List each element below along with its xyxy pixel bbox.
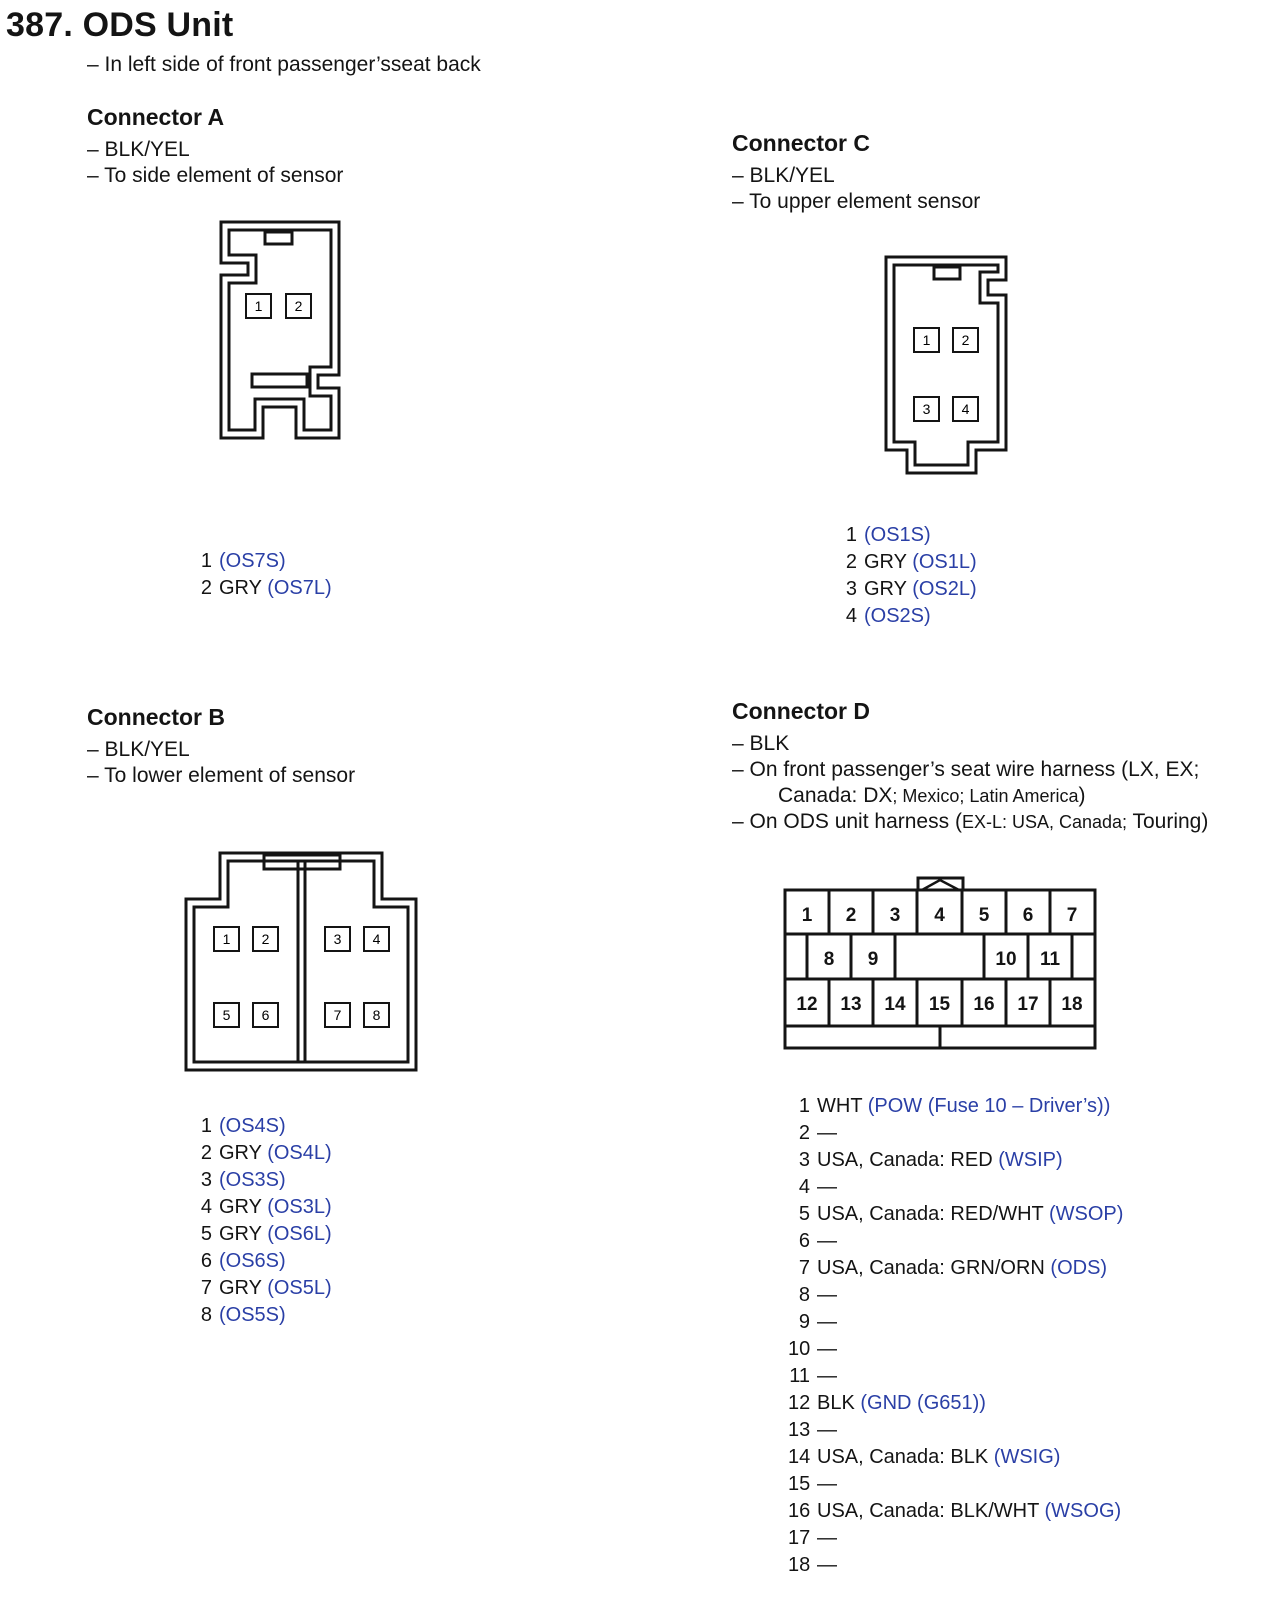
cavity-label: 3	[889, 905, 901, 926]
connector-d-header: Connector D	[732, 698, 870, 724]
circuit-ref: (WSIP)	[998, 1149, 1063, 1171]
wire-color: —	[817, 1554, 837, 1576]
cavity-label: 14	[884, 994, 906, 1015]
cavity-label: 16	[973, 994, 995, 1015]
cavity-label: 15	[928, 994, 951, 1015]
connector-d-location-2-lead: – On ODS unit harness (	[732, 810, 962, 833]
circuit-ref: (OS2L)	[912, 578, 977, 600]
cavity-label: 6	[1022, 905, 1034, 926]
pin-row	[788, 1363, 1123, 1390]
connector-d-location-1: – On front passenger’s seat wire harness (LX, EX;	[732, 758, 1200, 781]
connector-d-location-1-cont	[778, 783, 1085, 809]
connector-b-pin-list	[198, 1113, 332, 1329]
pin-number: 1	[200, 550, 212, 572]
pin-number: 15	[788, 1473, 811, 1495]
pin-number: 2	[798, 1122, 810, 1144]
wire-color: —	[817, 1527, 837, 1549]
pin-row	[843, 603, 977, 630]
pin-row	[788, 1444, 1123, 1471]
cavity-label: 6	[261, 1007, 270, 1023]
cavity-label: 13	[840, 994, 862, 1015]
wire-color: —	[817, 1473, 837, 1495]
pin-number: 6	[798, 1230, 810, 1252]
wire-color: GRY	[219, 1142, 262, 1164]
cavity-label: 3	[333, 931, 342, 947]
connector-b-color: – BLK/YEL	[87, 738, 190, 761]
pin-number: 2	[845, 551, 857, 573]
cavity-label: 12	[796, 994, 818, 1015]
wire-color: USA, Canada: BLK/WHT	[817, 1500, 1039, 1522]
pin-number: 17	[788, 1527, 811, 1549]
wire-color: GRY	[864, 551, 907, 573]
cavity-label: 1	[922, 332, 931, 348]
pin-number: 1	[845, 524, 857, 546]
pin-row	[198, 548, 332, 575]
wire-color: GRY	[219, 577, 262, 599]
pin-number: 6	[200, 1250, 212, 1272]
pin-number: 1	[200, 1115, 212, 1137]
pin-number: 8	[200, 1304, 212, 1326]
connector-b-destination: – To lower element of sensor	[87, 764, 356, 787]
cavity-label: 9	[867, 949, 879, 970]
connector-c-face	[880, 250, 1020, 480]
pin-number: 2	[200, 577, 212, 599]
pin-row	[788, 1498, 1123, 1525]
circuit-ref: (OS5L)	[267, 1277, 332, 1299]
pin-row	[788, 1309, 1123, 1336]
pin-row	[198, 1194, 332, 1221]
wire-color: GRY	[219, 1196, 262, 1218]
wire-color: USA, Canada: BLK	[817, 1446, 989, 1468]
circuit-ref: (WSOG)	[1044, 1500, 1122, 1522]
cavity-label: 11	[1039, 949, 1061, 970]
circuit-ref: (OS6S)	[219, 1250, 286, 1272]
cavity-label: 2	[261, 931, 270, 947]
pin-number: 4	[798, 1176, 810, 1198]
pin-number: 7	[798, 1257, 810, 1279]
cavity-label: 17	[1017, 994, 1039, 1015]
pin-number: 10	[788, 1338, 811, 1360]
wire-color: USA, Canada: RED/WHT	[817, 1203, 1044, 1225]
connector-d-location-2-trims: EX-L: USA, Canada;	[961, 812, 1128, 832]
wire-color: USA, Canada: GRN/ORN	[817, 1257, 1045, 1279]
pin-row	[788, 1201, 1123, 1228]
wire-color: USA, Canada: RED	[817, 1149, 993, 1171]
pin-row	[788, 1552, 1123, 1579]
pin-row	[788, 1471, 1123, 1498]
connector-d-face	[778, 870, 1108, 1055]
page-title: 387. ODS Unit	[6, 6, 234, 44]
circuit-ref: (OS7S)	[219, 550, 286, 572]
circuit-ref: (OS2S)	[864, 605, 931, 627]
pin-number: 4	[200, 1196, 212, 1218]
pin-number: 4	[845, 605, 857, 627]
pin-number: 2	[200, 1142, 212, 1164]
circuit-ref: (WSIG)	[993, 1446, 1061, 1468]
pin-number: 3	[200, 1169, 212, 1191]
pin-number: 5	[798, 1203, 810, 1225]
pin-row	[788, 1228, 1123, 1255]
circuit-ref: (OS6L)	[267, 1223, 332, 1245]
wire-color: —	[817, 1122, 837, 1144]
cavity-label: 1	[222, 931, 231, 947]
circuit-ref: (WSOP)	[1048, 1203, 1124, 1225]
circuit-ref: (POW (Fuse 10 – Driver’s))	[867, 1095, 1111, 1117]
wire-color: —	[817, 1338, 837, 1360]
pin-row	[788, 1174, 1123, 1201]
pin-row	[788, 1147, 1123, 1174]
pin-row	[198, 1302, 332, 1329]
connector-a-color: – BLK/YEL	[87, 138, 190, 161]
circuit-ref: (OS3S)	[219, 1169, 286, 1191]
wire-color: BLK	[817, 1392, 855, 1414]
connector-b-header: Connector B	[87, 704, 225, 730]
wire-color: GRY	[219, 1277, 262, 1299]
pin-number: 8	[798, 1284, 810, 1306]
cavity-label: 4	[372, 931, 381, 947]
pin-row	[788, 1120, 1123, 1147]
pin-row	[843, 576, 977, 603]
pin-row	[843, 549, 977, 576]
pin-number: 7	[200, 1277, 212, 1299]
pin-row	[198, 1113, 332, 1140]
connector-d-color: – BLK	[732, 732, 790, 755]
wire-color: WHT	[817, 1095, 863, 1117]
cavity-label: 1	[801, 905, 813, 926]
cavity-label: 7	[1066, 905, 1078, 926]
connector-a-header: Connector A	[87, 104, 225, 130]
cavity-label: 10	[995, 949, 1017, 970]
unit-location: – In left side of front passenger’sseat back	[87, 53, 481, 76]
pin-row	[788, 1417, 1123, 1444]
pin-row	[198, 575, 332, 602]
cavity-label: 2	[294, 298, 303, 314]
connector-d-paren: )	[1078, 784, 1086, 807]
pin-row	[788, 1525, 1123, 1552]
connector-c-destination: – To upper element sensor	[732, 190, 981, 213]
circuit-ref: (OS1L)	[912, 551, 977, 573]
connector-a-face	[210, 215, 350, 445]
connector-d-location-2-tail: Touring)	[1127, 810, 1209, 833]
pin-number: 14	[788, 1446, 811, 1468]
pin-row	[198, 1140, 332, 1167]
cavity-label: 1	[254, 298, 263, 314]
circuit-ref: (OS5S)	[219, 1304, 286, 1326]
wire-color: —	[817, 1176, 837, 1198]
wire-color: —	[817, 1230, 837, 1252]
cavity-label: 2	[845, 905, 857, 926]
wire-color: —	[817, 1365, 837, 1387]
circuit-ref: (ODS)	[1050, 1257, 1108, 1279]
cavity-label: 5	[978, 905, 990, 926]
pin-row	[198, 1167, 332, 1194]
connector-c-pin-list	[843, 522, 977, 630]
pin-number: 3	[798, 1149, 810, 1171]
circuit-ref: (OS4S)	[219, 1115, 286, 1137]
pin-number: 11	[789, 1365, 810, 1387]
connector-d-location-2	[732, 809, 1208, 835]
circuit-ref: (OS7L)	[267, 577, 332, 599]
connector-c-color: – BLK/YEL	[732, 164, 835, 187]
wire-color: GRY	[864, 578, 907, 600]
connector-a-pin-list	[198, 548, 332, 602]
wire-color: GRY	[219, 1223, 262, 1245]
wire-color: —	[817, 1419, 837, 1441]
connector-d-variant: Canada: DX	[778, 784, 893, 807]
pin-row	[788, 1282, 1123, 1309]
circuit-ref: (OS4L)	[267, 1142, 332, 1164]
pin-number: 9	[798, 1311, 810, 1333]
pin-row	[198, 1275, 332, 1302]
connector-b-face	[180, 848, 425, 1078]
pin-number: 12	[788, 1392, 811, 1414]
pin-number: 13	[788, 1419, 811, 1441]
pin-number: 5	[200, 1223, 212, 1245]
cavity-label: 8	[823, 949, 835, 970]
pin-number: 3	[845, 578, 857, 600]
wire-color: —	[817, 1311, 837, 1333]
connector-d-pin-list	[788, 1093, 1123, 1579]
pin-row	[788, 1093, 1123, 1120]
pin-row	[198, 1248, 332, 1275]
cavity-label: 4	[961, 401, 970, 417]
circuit-ref: (GND (G651))	[860, 1392, 986, 1414]
circuit-ref: (OS1S)	[864, 524, 931, 546]
cavity-label: 7	[333, 1007, 342, 1023]
pin-number: 16	[788, 1500, 811, 1522]
cavity-label: 3	[922, 401, 931, 417]
pin-row	[788, 1336, 1123, 1363]
connector-c-header: Connector C	[732, 130, 870, 156]
pin-row	[843, 522, 977, 549]
pin-number: 18	[788, 1554, 811, 1576]
pin-number: 1	[798, 1095, 810, 1117]
wire-color: —	[817, 1284, 837, 1306]
pin-row	[788, 1390, 1123, 1417]
circuit-ref: (OS3L)	[267, 1196, 332, 1218]
cavity-label: 4	[934, 905, 945, 926]
cavity-label: 2	[961, 332, 970, 348]
connector-a-destination: – To side element of sensor	[87, 164, 344, 187]
cavity-label: 5	[222, 1007, 231, 1023]
cavity-label: 18	[1061, 994, 1083, 1015]
connector-d-variant-markets: ; Mexico; Latin America	[892, 786, 1079, 806]
pin-row	[198, 1221, 332, 1248]
cavity-label: 8	[372, 1007, 381, 1023]
pin-row	[788, 1255, 1123, 1282]
